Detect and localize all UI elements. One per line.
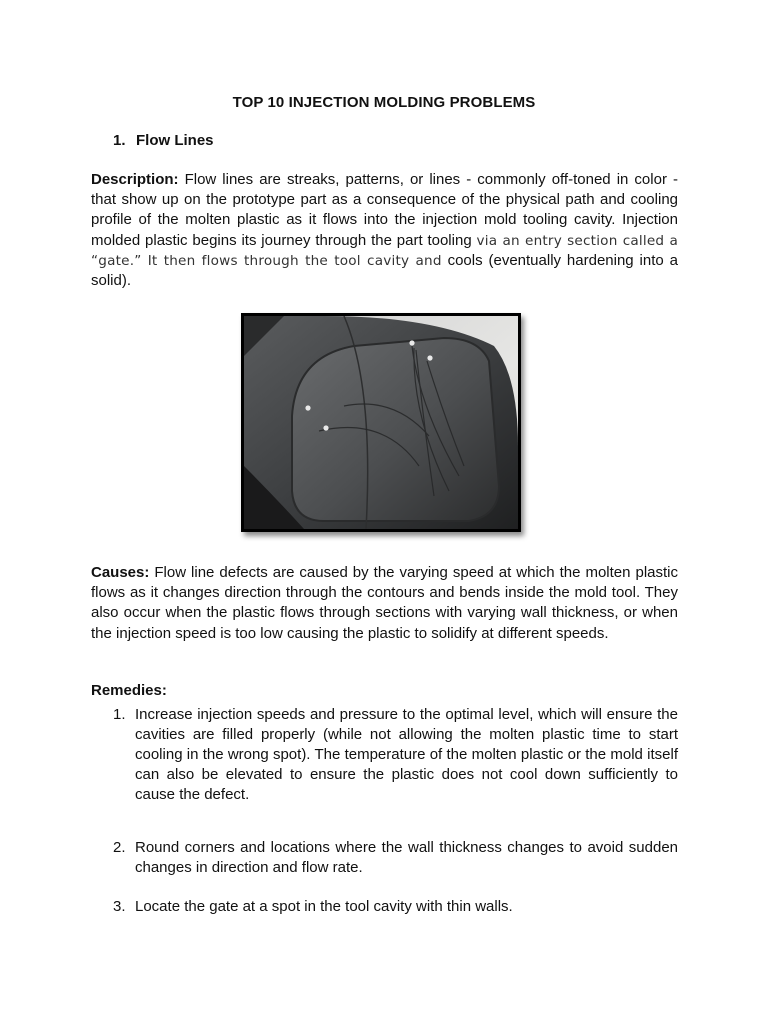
remedy-number: 2. bbox=[113, 839, 126, 856]
description-paragraph bbox=[91, 170, 678, 291]
description-text-3: cools (eventually hardening into a solid). bbox=[91, 251, 678, 290]
remedies-label: Remedies: bbox=[91, 682, 167, 699]
section-title: Flow Lines bbox=[136, 132, 214, 149]
remedy-text: Round corners and locations where the wall thickness changes to avoid sudden changes in direction and flow rate. bbox=[135, 839, 678, 876]
description-text-1: Flow lines are streaks, patterns, or lines - commonly off-toned in color - that show up on the prototype part as a consequence of the physical path and cooling profile of the molten plastic as it flows into the injection mold tooling cavity. Injection molded plastic begins its journey through the part tooling bbox=[91, 171, 678, 249]
section-heading bbox=[113, 132, 214, 149]
causes-text: Flow line defects are caused by the varying speed at which the molten plastic flows as it changes direction through the contours and bends inside the mold tool. They also occur when the plastic flows through sections with varying wall thickness, or when the injection speed is too low causing the plastic to solidify at different speeds. bbox=[91, 564, 678, 642]
remedy-item bbox=[113, 838, 678, 878]
page-title: TOP 10 INJECTION MOLDING PROBLEMS bbox=[232, 94, 536, 111]
molded-part-photo bbox=[241, 313, 521, 532]
description-label: Description: bbox=[91, 171, 179, 188]
molded-part-image bbox=[244, 316, 518, 529]
causes-label: Causes: bbox=[91, 564, 150, 581]
remedy-number: 3. bbox=[113, 898, 126, 915]
remedy-text: Locate the gate at a spot in the tool cavity with thin walls. bbox=[135, 898, 513, 915]
remedy-item bbox=[113, 705, 678, 805]
remedy-item bbox=[113, 897, 678, 917]
description-text-2: via an entry section called a “gate.” It then flows through the tool cavity and bbox=[91, 232, 678, 269]
section-number: 1. bbox=[113, 132, 126, 149]
remedy-number: 1. bbox=[113, 706, 126, 723]
causes-paragraph bbox=[91, 563, 678, 644]
remedy-text: Increase injection speeds and pressure to the optimal level, which will ensure the cavities are filled properly (while not allowing the molten plastic time to start cooling in the wrong spot). The temperature of the molten plastic or the mold itself can also be elevated to ensure the plastic does not cool down sufficiently to cause the defect. bbox=[135, 706, 678, 803]
